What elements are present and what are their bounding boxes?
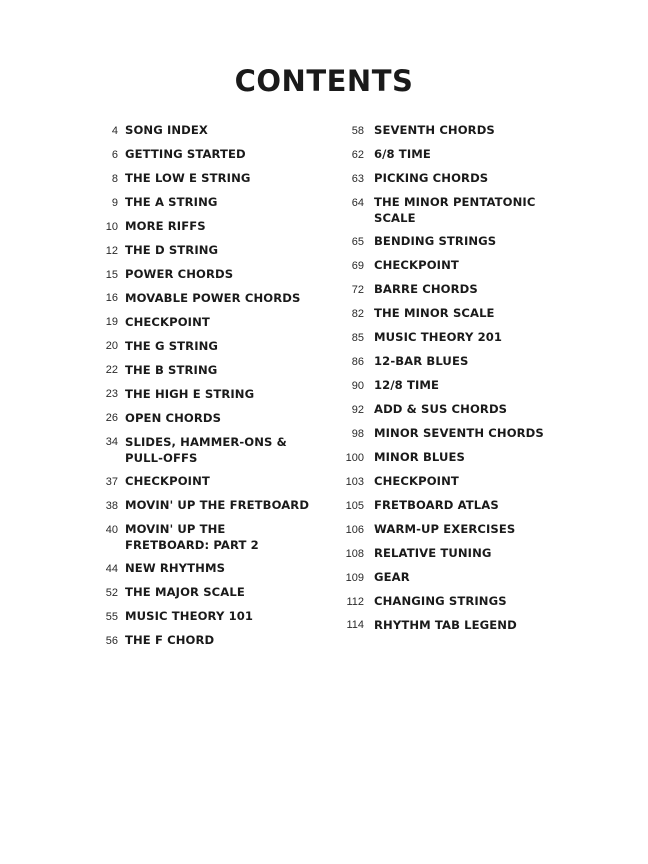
toc-entry-title — [125, 243, 218, 259]
toc-entry — [340, 147, 570, 163]
toc-entry-title — [125, 585, 245, 601]
toc-left-column — [98, 123, 338, 657]
toc-entry-title-line: CHECKPOINT — [125, 314, 210, 329]
toc-page-number: 109 — [345, 571, 364, 584]
toc-entry — [98, 267, 338, 283]
toc-entry-title-line: 12/8 TIME — [374, 378, 440, 393]
toc-page-number: 56 — [105, 634, 118, 647]
toc-entry — [98, 522, 338, 554]
toc-entry-title-line: MINOR SEVENTH CHORDS — [374, 426, 544, 441]
toc-entry-title — [125, 633, 214, 649]
toc-entry — [98, 123, 338, 139]
toc-entry-title-line: PULL-OFFS — [125, 450, 198, 465]
toc-entry — [340, 306, 570, 322]
toc-entry-title — [374, 123, 495, 139]
toc-entry-title-line: THE LOW E STRING — [125, 170, 251, 185]
toc-entry — [98, 339, 338, 355]
toc-entry-title-line: MINOR BLUES — [374, 450, 465, 464]
toc-page-number: 108 — [345, 547, 364, 560]
toc-entry — [340, 282, 570, 298]
toc-page-number: 37 — [105, 475, 118, 488]
toc-entry — [98, 171, 338, 187]
toc-entry-title-line: BENDING STRINGS — [374, 234, 497, 249]
toc-page-number: 23 — [105, 388, 118, 401]
toc-entry — [98, 498, 338, 514]
toc-entry — [98, 363, 338, 379]
toc-entry-title-line: RELATIVE TUNING — [374, 545, 492, 560]
toc-entry-title-line: CHECKPOINT — [125, 473, 210, 488]
toc-entry-title-line: PICKING CHORDS — [374, 170, 489, 185]
toc-entry-title-line: MORE RIFFS — [125, 218, 206, 233]
toc-page-number: 105 — [345, 499, 364, 512]
toc-page-number: 62 — [351, 148, 364, 161]
toc-page-number: 112 — [346, 595, 364, 608]
toc-entry-title — [374, 450, 465, 466]
toc-entry-title — [125, 363, 217, 379]
toc-page-number: 12 — [105, 244, 118, 257]
toc-entry-title — [374, 594, 507, 610]
toc-page-number: 69 — [351, 259, 364, 272]
toc-page-number: 26 — [105, 412, 118, 425]
toc-entry-title — [374, 474, 459, 490]
toc-page-number: 103 — [345, 475, 364, 488]
toc-entry — [340, 123, 570, 139]
toc-entry — [98, 609, 338, 625]
toc-page-number: 15 — [105, 268, 118, 281]
toc-entry-title — [125, 171, 251, 187]
toc-entry-title-line: GEAR — [374, 569, 410, 584]
toc-entry — [98, 219, 338, 235]
toc-entry — [98, 387, 338, 403]
toc-entry-title-line: MUSIC THEORY 201 — [374, 330, 503, 345]
toc-page-number: 106 — [345, 523, 364, 536]
toc-entry-title-line: FRETBOARD ATLAS — [374, 497, 499, 512]
toc-page-number: 16 — [105, 292, 118, 305]
toc-entry-title-line: SLIDES, HAMMER-ONS & — [125, 434, 287, 449]
toc-entry-title-line: THE G STRING — [125, 338, 219, 353]
toc-entry-title-line: CHANGING STRINGS — [374, 593, 507, 608]
toc-page-number: 92 — [351, 403, 364, 416]
toc-entry-title-line: POWER CHORDS — [125, 266, 234, 281]
toc-entry-title — [374, 354, 468, 370]
toc-entry-title-line: ADD & SUS CHORDS — [374, 402, 508, 417]
toc-entry-title-line: SEVENTH CHORDS — [374, 123, 495, 137]
toc-page-number: 98 — [351, 427, 364, 440]
toc-entry-title — [374, 330, 502, 346]
toc-entry — [98, 585, 338, 601]
toc-page-number: 58 — [351, 124, 364, 137]
toc-entry-title — [125, 291, 300, 307]
toc-page-number: 20 — [105, 340, 118, 353]
toc-page-number: 65 — [351, 235, 364, 248]
toc-entry-title — [125, 435, 287, 467]
toc-entry-title-line: OPEN CHORDS — [125, 410, 222, 425]
toc-entry-title — [125, 609, 253, 625]
toc-page-number: 55 — [105, 610, 118, 623]
toc-entry — [340, 354, 570, 370]
toc-page-number: 9 — [111, 196, 118, 209]
toc-page-number: 10 — [105, 220, 118, 233]
toc-entry — [98, 291, 338, 307]
toc-page-number: 64 — [351, 196, 364, 209]
toc-page-number: 100 — [345, 451, 364, 464]
toc-page-number: 34 — [105, 436, 118, 449]
toc-page-number: 19 — [105, 316, 118, 329]
toc-entry-title — [374, 195, 535, 227]
toc-entry — [340, 522, 570, 538]
toc-entry-title-line: THE MINOR SCALE — [374, 306, 495, 321]
toc-entry-title — [374, 258, 459, 274]
page-title: CONTENTS — [234, 64, 414, 98]
toc-page-number: 38 — [105, 499, 118, 512]
toc-page-number: 8 — [111, 172, 118, 185]
toc-entry-title-line: THE D STRING — [125, 242, 219, 257]
toc-entry — [98, 435, 338, 467]
toc-entry-title — [374, 171, 488, 187]
toc-entry-title — [374, 234, 496, 250]
toc-entry-title — [125, 219, 206, 235]
toc-entry-title — [374, 402, 507, 418]
toc-entry — [340, 618, 570, 634]
toc-entry — [98, 474, 338, 490]
toc-page-number: 4 — [111, 124, 118, 137]
toc-entry-title — [125, 387, 254, 403]
toc-entry — [340, 195, 570, 227]
toc-entry-title — [125, 561, 225, 577]
toc-entry-title-line: 12-BAR BLUES — [374, 354, 469, 369]
toc-page-number: 22 — [105, 364, 118, 377]
toc-entry-title — [125, 147, 246, 163]
toc-entry — [98, 315, 338, 331]
toc-page-number: 85 — [351, 331, 364, 344]
toc-entry-title — [125, 474, 210, 490]
toc-entry — [98, 561, 338, 577]
toc-entry-title — [125, 267, 233, 283]
toc-entry-title-line: THE HIGH E STRING — [125, 386, 255, 401]
toc-page-number: 63 — [351, 172, 364, 185]
toc-entry — [340, 498, 570, 514]
toc-entry — [340, 402, 570, 418]
toc-entry — [340, 450, 570, 466]
toc-entry-title-line: MUSIC THEORY 101 — [125, 609, 254, 624]
toc-entry-title — [125, 522, 259, 554]
toc-entry — [98, 411, 338, 427]
toc-entry-title — [125, 339, 218, 355]
toc-entry-title — [374, 546, 492, 562]
toc-entry — [98, 147, 338, 163]
toc-entry — [340, 570, 570, 586]
toc-entry-title — [374, 618, 517, 634]
toc-entry — [340, 171, 570, 187]
toc-entry — [340, 234, 570, 250]
toc-entry-title — [374, 147, 431, 163]
toc-entry — [98, 243, 338, 259]
toc-entry-title-line: BARRE CHORDS — [374, 282, 478, 297]
toc-entry — [98, 633, 338, 649]
toc-entry-title — [374, 498, 499, 514]
toc-entry-title-line: THE B STRING — [125, 362, 218, 377]
toc-entry — [340, 258, 570, 274]
toc-page-number: 40 — [105, 523, 118, 536]
toc-page-number: 90 — [351, 379, 364, 392]
toc-entry — [340, 378, 570, 394]
toc-entry-title — [125, 411, 221, 427]
toc-entry-title — [374, 378, 439, 394]
toc-entry-title — [125, 123, 208, 139]
toc-entry-title — [374, 570, 410, 586]
toc-page-number: 52 — [105, 586, 118, 599]
toc-entry — [340, 594, 570, 610]
toc-entry-title-line: THE MAJOR SCALE — [125, 585, 245, 600]
toc-entry-title-line: SONG INDEX — [125, 123, 208, 137]
toc-entry-title-line: THE A STRING — [125, 194, 218, 209]
toc-entry-title-line: SCALE — [374, 210, 416, 225]
toc-entry — [340, 546, 570, 562]
toc-entry-title-line: NEW RHYTHMS — [125, 561, 226, 576]
toc-page-number: 6 — [111, 148, 118, 161]
toc-entry-title-line: FRETBOARD: PART 2 — [125, 537, 259, 552]
toc-entry-title-line: GETTING STARTED — [125, 146, 246, 161]
toc-entry — [340, 426, 570, 442]
toc-entry-title — [374, 306, 495, 322]
toc-page-number: 44 — [105, 562, 118, 575]
toc-page-number: 82 — [351, 307, 364, 320]
toc-entry — [98, 195, 338, 211]
toc-page-number: 86 — [351, 355, 364, 368]
toc-page-number: 114 — [346, 619, 364, 632]
toc-entry-title-line: CHECKPOINT — [374, 473, 459, 488]
toc-entry-title-line: 6/8 TIME — [374, 146, 431, 161]
toc-entry-title — [374, 522, 515, 538]
toc-entry-title-line: MOVIN' UP THE FRETBOARD — [125, 497, 310, 512]
toc-page-number: 72 — [351, 283, 364, 296]
toc-entry-title-line: MOVABLE POWER CHORDS — [125, 290, 301, 305]
toc-entry-title-line: MOVIN' UP THE — [125, 521, 226, 536]
toc-entry — [340, 330, 570, 346]
toc-entry-title — [374, 426, 544, 442]
toc-entry-title-line: THE MINOR PENTATONIC — [374, 194, 536, 209]
toc-entry-title-line: THE F CHORD — [125, 633, 215, 648]
toc-entry-title — [374, 282, 478, 298]
toc-entry-title-line: RHYTHM TAB LEGEND — [374, 617, 517, 632]
toc-entry — [340, 474, 570, 490]
toc-entry-title — [125, 498, 309, 514]
toc-entry-title — [125, 315, 210, 331]
toc-entry-title-line: WARM-UP EXERCISES — [374, 521, 516, 536]
toc-right-column — [340, 123, 570, 642]
toc-entry-title-line: CHECKPOINT — [374, 258, 459, 273]
toc-entry-title — [125, 195, 218, 211]
